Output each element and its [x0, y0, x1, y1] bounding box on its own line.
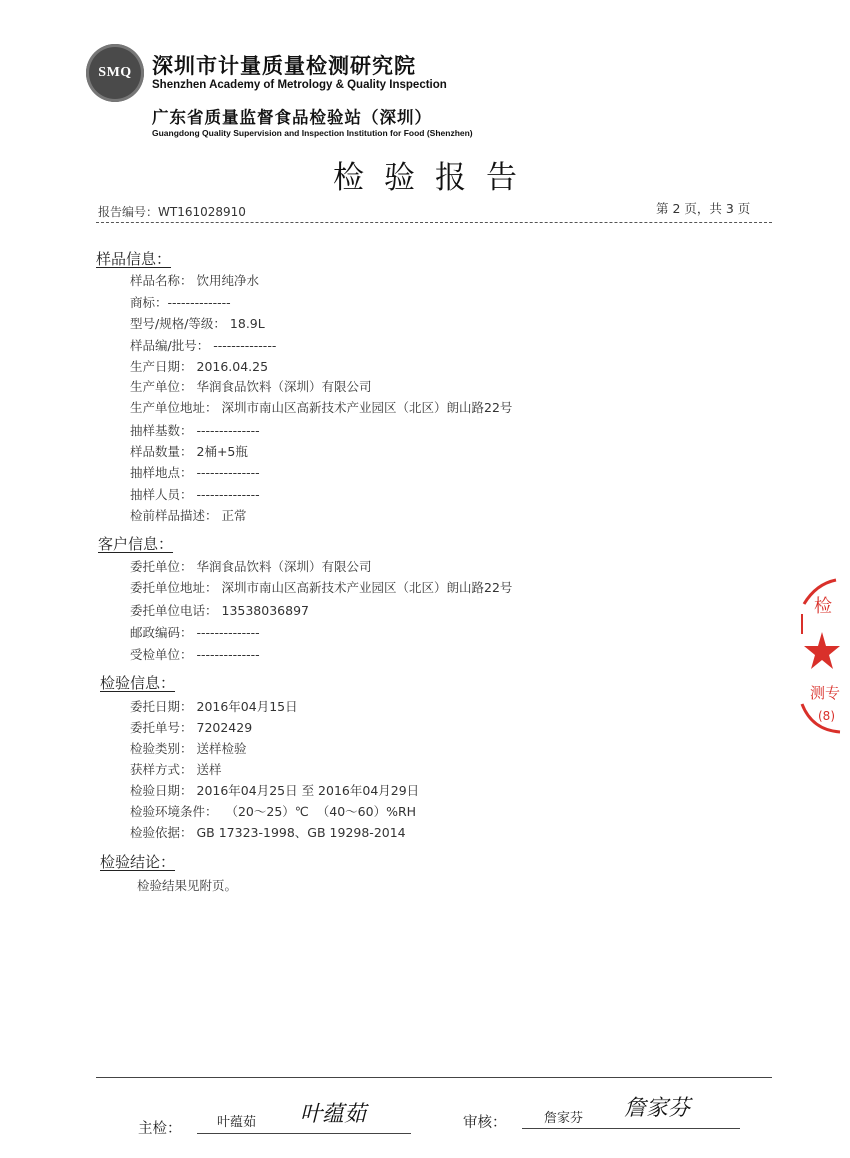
field-label: 样品数量：	[130, 444, 193, 459]
field-value: --------------	[192, 487, 260, 502]
page-indicator: 第 2 页，共 3 页	[656, 201, 751, 216]
field-value: --------------	[192, 647, 260, 662]
field-label: 检前样品描述：	[130, 508, 218, 523]
reviewer-label: 审核：	[463, 1115, 507, 1131]
field-value: 送样	[192, 762, 222, 777]
field-label: 商标：	[130, 295, 168, 310]
list-item	[130, 645, 260, 663]
list-item	[130, 421, 260, 439]
field-value: 深圳市南山区高新技术产业园区（北区）朗山路22号	[217, 580, 513, 595]
field-label: 型号/规格/等级：	[130, 316, 226, 331]
field-value: 13538036897	[217, 603, 309, 618]
field-value: 7202429	[192, 720, 253, 735]
report-number: 报告编号：WT161028910	[98, 205, 246, 219]
field-label: 生产日期：	[130, 359, 193, 374]
field-value: --------------	[192, 465, 260, 480]
field-value: --------------	[192, 423, 260, 438]
list-item	[130, 760, 222, 778]
list-item	[130, 442, 248, 460]
section-title-client: 客户信息：	[98, 535, 174, 553]
inspector-label: 主检：	[138, 1121, 182, 1137]
list-item	[130, 578, 512, 596]
reviewer-signature: 詹家芬	[624, 1096, 691, 1121]
list-item	[130, 802, 416, 820]
field-value: 华润食品饮料（深圳）有限公司	[192, 379, 372, 394]
institute-name-cn: 深圳市计量质量检测研究院	[152, 54, 416, 78]
field-value: 2桶+5瓶	[192, 444, 248, 459]
section-title-conclusion: 检验结论：	[100, 853, 176, 871]
inspector-signature-line	[197, 1133, 411, 1134]
field-value: 送样检验	[192, 741, 247, 756]
list-item	[130, 271, 259, 289]
svg-text:(8): (8)	[818, 709, 835, 723]
inspector-signature: 叶蕴茹	[300, 1102, 367, 1127]
list-item	[130, 377, 372, 395]
header-divider	[96, 222, 772, 223]
list-item	[130, 314, 265, 332]
field-label: 委托单位电话：	[130, 603, 218, 618]
field-label: 抽样基数：	[130, 423, 193, 438]
list-item	[130, 398, 512, 416]
official-seal	[796, 574, 850, 734]
field-label: 抽样地点：	[130, 465, 193, 480]
footer-divider	[96, 1077, 772, 1078]
field-label: 受检单位：	[130, 647, 193, 662]
station-name-en: Guangdong Quality Supervision and Inspection Institution for Food (Shenzhen)	[152, 128, 473, 138]
svg-text:检: 检	[814, 596, 832, 617]
field-value: （20～25）℃ （40～60）%RH	[217, 804, 417, 819]
field-value: 华润食品饮料（深圳）有限公司	[192, 559, 372, 574]
list-item	[130, 623, 260, 641]
list-item	[130, 463, 260, 481]
field-label: 检验环境条件：	[130, 804, 218, 819]
field-value: 2016年04月25日 至 2016年04月29日	[192, 783, 420, 798]
field-value: 深圳市南山区高新技术产业园区（北区）朗山路22号	[217, 400, 513, 415]
station-name-cn: 广东省质量监督食品检验站（深圳）	[152, 108, 432, 127]
list-item	[130, 293, 231, 311]
field-label: 获样方式：	[130, 762, 193, 777]
field-label: 委托单位：	[130, 559, 193, 574]
list-item	[130, 823, 406, 841]
logo-text: SMQ	[98, 65, 132, 80]
field-value: 2016年04月15日	[192, 699, 298, 714]
field-value: --------------	[209, 338, 277, 353]
institute-logo	[86, 44, 144, 102]
list-item	[130, 485, 260, 503]
list-item	[130, 336, 276, 354]
section-title-sample: 样品信息：	[96, 250, 172, 268]
section-title-inspection: 检验信息：	[100, 674, 176, 692]
field-value: 饮用纯净水	[192, 273, 259, 288]
list-item	[130, 781, 419, 799]
field-label: 样品编/批号：	[130, 338, 210, 353]
report-title: 检验报告	[333, 160, 537, 196]
conclusion-text: 检验结果见附页。	[137, 878, 238, 893]
field-label: 邮政编码：	[130, 625, 193, 640]
list-item	[130, 739, 247, 757]
field-label: 检验日期：	[130, 783, 193, 798]
field-label: 抽样人员：	[130, 487, 193, 502]
svg-text:测专: 测专	[810, 684, 841, 702]
list-item	[130, 506, 247, 524]
field-label: 生产单位：	[130, 379, 193, 394]
list-item	[130, 557, 372, 575]
field-label: 委托单位地址：	[130, 580, 218, 595]
field-label: 委托日期：	[130, 699, 193, 714]
inspector-name: 叶蕴茹	[217, 1115, 257, 1130]
field-label: 样品名称：	[130, 273, 193, 288]
field-value: 18.9L	[225, 316, 265, 331]
field-value: GB 17323-1998、GB 19298-2014	[192, 825, 406, 840]
field-label: 委托单号：	[130, 720, 193, 735]
field-label: 检验类别：	[130, 741, 193, 756]
list-item	[130, 601, 309, 619]
list-item	[130, 357, 268, 375]
list-item	[130, 697, 298, 715]
reviewer-signature-line	[522, 1128, 740, 1129]
field-value: --------------	[167, 295, 231, 310]
field-label: 生产单位地址：	[130, 400, 218, 415]
reviewer-name: 詹家芬	[544, 1111, 584, 1126]
field-value: 正常	[217, 508, 247, 523]
field-label: 检验依据：	[130, 825, 193, 840]
institute-name-en: Shenzhen Academy of Metrology & Quality Inspection	[152, 79, 447, 91]
field-value: --------------	[192, 625, 260, 640]
field-value: 2016.04.25	[192, 359, 269, 374]
list-item	[130, 718, 252, 736]
